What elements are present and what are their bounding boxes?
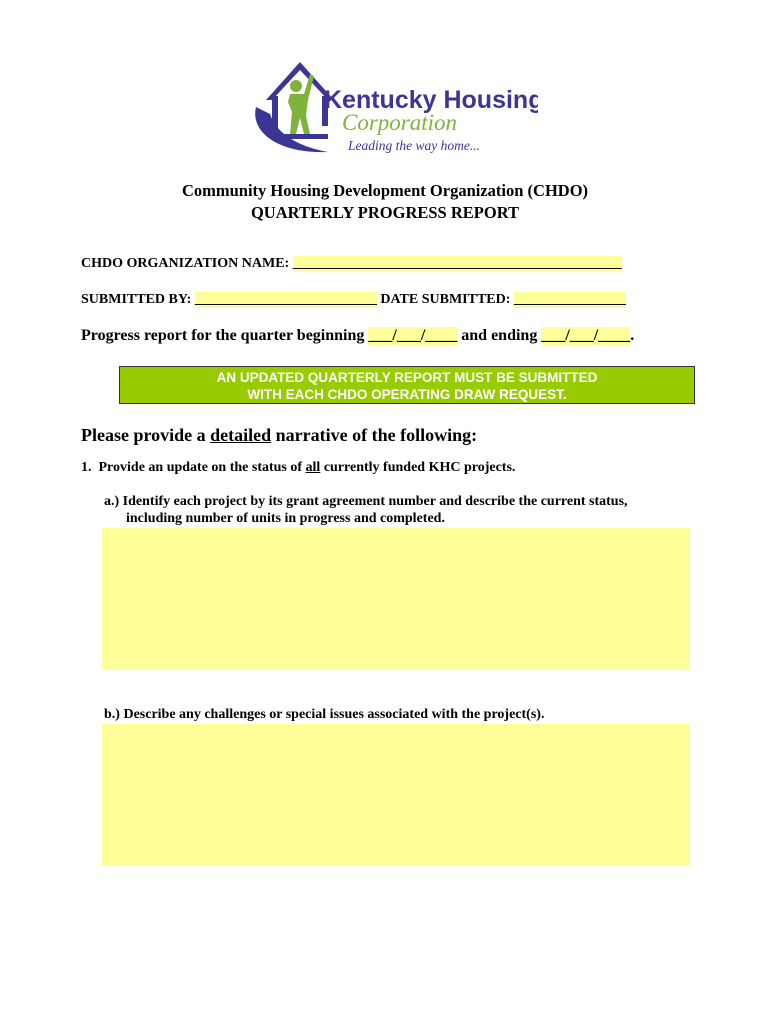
logo-subtitle: Corporation — [342, 110, 458, 135]
date-submitted-field[interactable]: ________________ — [513, 292, 626, 307]
logo-tagline: Leading the way home... — [348, 138, 480, 153]
khc-logo — [248, 52, 538, 160]
house-person-icon — [248, 52, 538, 160]
question-1a-line1: Identify each project by its grant agreement number and describe the current status, — [122, 494, 628, 509]
question-1-number: 1. — [81, 460, 92, 475]
quarter-row — [81, 327, 634, 345]
question-1-emphasis: all — [305, 460, 321, 475]
quarter-prefix: Progress report for the quarter beginning — [81, 327, 365, 344]
notice-banner — [119, 366, 695, 404]
submitted-row — [81, 292, 626, 308]
notice-line-1: AN UPDATED QUARTERLY REPORT MUST BE SUBMITTED — [216, 370, 598, 385]
form-title: Community Housing Development Organization (CHDO) — [181, 181, 589, 200]
question-1-post: currently funded KHC projects. — [323, 460, 516, 475]
question-1b-text: Describe any challenges or special issues associated with the project(s). — [123, 707, 545, 722]
question-1a — [104, 494, 628, 510]
question-1b-label: b.) — [104, 707, 120, 722]
narrative-heading-emphasis: detailed — [210, 425, 272, 445]
submitted-by-label: SUBMITTED BY: — [81, 292, 192, 307]
quarter-suffix: . — [630, 327, 635, 344]
date-submitted-label: DATE SUBMITTED: — [380, 292, 511, 307]
narrative-heading-pre: Please provide a — [81, 425, 206, 445]
narrative-heading — [81, 425, 477, 446]
question-1a-label: a.) — [104, 494, 120, 509]
question-1b — [104, 707, 544, 723]
org-name-field[interactable]: _______________________________________________ — [292, 256, 622, 271]
submitted-by-field[interactable]: __________________________ — [194, 292, 377, 307]
narrative-heading-post: narrative of the following: — [275, 425, 478, 445]
org-name-label: CHDO ORGANIZATION NAME: — [81, 256, 290, 271]
quarter-begin-field[interactable]: ___/___/____ — [368, 327, 458, 344]
quarter-middle: and ending — [461, 327, 538, 344]
question-1b-answer-field[interactable] — [102, 724, 690, 866]
question-1a-answer-field[interactable] — [102, 528, 690, 670]
form-subtitle: QUARTERLY PROGRESS REPORT — [250, 203, 520, 222]
question-1a-line2: including number of units in progress and completed. — [126, 511, 445, 526]
logo-title: Kentucky Housing — [324, 86, 538, 114]
notice-line-2: WITH EACH CHDO OPERATING DRAW REQUEST. — [247, 387, 567, 402]
quarter-end-field[interactable]: ___/___/____ — [541, 327, 631, 344]
question-1-pre: Provide an update on the status of — [98, 460, 303, 475]
question-1 — [81, 460, 515, 476]
org-name-row — [81, 256, 622, 272]
